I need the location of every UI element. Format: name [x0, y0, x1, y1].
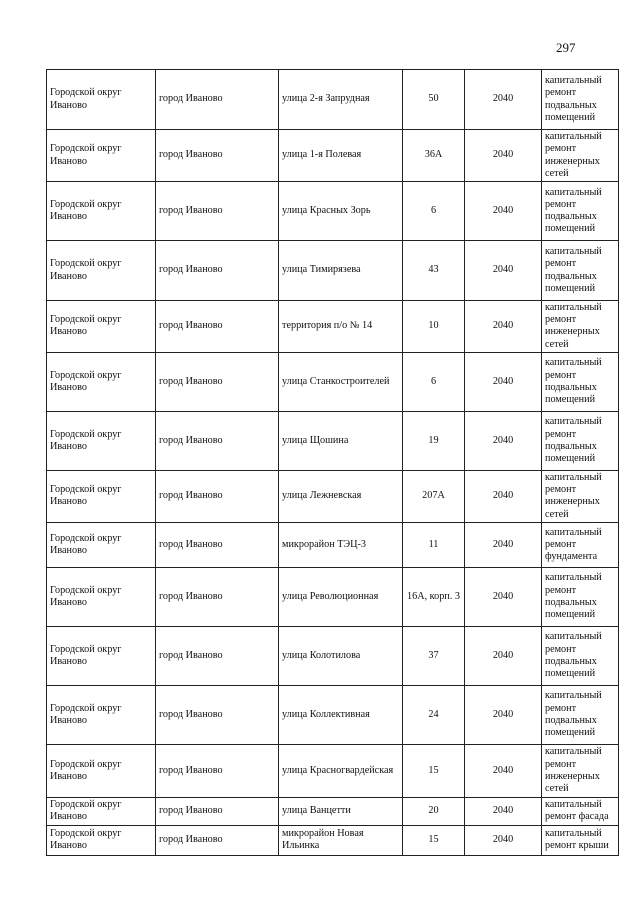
house-cell: 16А, корп. 3 — [403, 567, 465, 626]
street-cell: улица 2-я Запрудная — [279, 70, 403, 130]
year-cell: 2040 — [465, 744, 542, 797]
table-row — [47, 522, 619, 567]
year-cell: 2040 — [465, 825, 542, 855]
table-row — [47, 70, 619, 130]
house-cell: 20 — [403, 797, 465, 825]
street-cell: улица Красных Зорь — [279, 182, 403, 241]
house-cell: 6 — [403, 352, 465, 411]
district-cell: Городской округ Иваново — [47, 70, 156, 130]
district-cell: Городской округ Иваново — [47, 182, 156, 241]
year-cell: 2040 — [465, 411, 542, 470]
district-cell: Городской округ Иваново — [47, 825, 156, 855]
house-cell: 19 — [403, 411, 465, 470]
house-cell: 15 — [403, 825, 465, 855]
year-cell: 2040 — [465, 685, 542, 744]
city-cell: город Иваново — [156, 685, 279, 744]
district-cell: Городской округ Иваново — [47, 130, 156, 182]
table-row — [47, 797, 619, 825]
year-cell: 2040 — [465, 130, 542, 182]
year-cell: 2040 — [465, 182, 542, 241]
city-cell: город Иваново — [156, 470, 279, 522]
work-type-cell: капитальный ремонт подвальных помещений — [542, 241, 619, 301]
table-row — [47, 130, 619, 182]
work-type-cell: капитальный ремонт подвальных помещений — [542, 685, 619, 744]
table-row — [47, 744, 619, 797]
city-cell: город Иваново — [156, 567, 279, 626]
street-cell: улица Коллективная — [279, 685, 403, 744]
city-cell: город Иваново — [156, 825, 279, 855]
city-cell: город Иваново — [156, 301, 279, 353]
district-cell: Городской округ Иваново — [47, 470, 156, 522]
house-cell: 10 — [403, 301, 465, 353]
city-cell: город Иваново — [156, 130, 279, 182]
street-cell: улица Станкостроителей — [279, 352, 403, 411]
year-cell: 2040 — [465, 567, 542, 626]
street-cell: улица Революционная — [279, 567, 403, 626]
table-row — [47, 470, 619, 522]
work-type-cell: капитальный ремонт подвальных помещений — [542, 411, 619, 470]
district-cell: Городской округ Иваново — [47, 301, 156, 353]
district-cell: Городской округ Иваново — [47, 797, 156, 825]
street-cell: улица Ванцетти — [279, 797, 403, 825]
house-cell: 43 — [403, 241, 465, 301]
table-row — [47, 825, 619, 855]
work-type-cell: капитальный ремонт инженерных сетей — [542, 470, 619, 522]
year-cell: 2040 — [465, 301, 542, 353]
table-row — [47, 567, 619, 626]
work-type-cell: капитальный ремонт инженерных сетей — [542, 301, 619, 353]
year-cell: 2040 — [465, 70, 542, 130]
page-number: 297 — [556, 40, 576, 55]
district-cell: Городской округ Иваново — [47, 352, 156, 411]
city-cell: город Иваново — [156, 744, 279, 797]
year-cell: 2040 — [465, 626, 542, 685]
table-row — [47, 301, 619, 353]
house-cell: 24 — [403, 685, 465, 744]
year-cell: 2040 — [465, 352, 542, 411]
work-type-cell: капитальный ремонт подвальных помещений — [542, 626, 619, 685]
city-cell: город Иваново — [156, 626, 279, 685]
table-row — [47, 182, 619, 241]
house-cell: 6 — [403, 182, 465, 241]
year-cell: 2040 — [465, 470, 542, 522]
street-cell: улица Щошина — [279, 411, 403, 470]
work-type-cell: капитальный ремонт подвальных помещений — [542, 567, 619, 626]
work-type-cell: капитальный ремонт инженерных сетей — [542, 130, 619, 182]
house-cell: 36А — [403, 130, 465, 182]
district-cell: Городской округ Иваново — [47, 685, 156, 744]
year-cell: 2040 — [465, 797, 542, 825]
year-cell: 2040 — [465, 522, 542, 567]
street-cell: улица Тимирязева — [279, 241, 403, 301]
street-cell: территория п/о № 14 — [279, 301, 403, 353]
city-cell: город Иваново — [156, 522, 279, 567]
district-cell: Городской округ Иваново — [47, 626, 156, 685]
city-cell: город Иваново — [156, 797, 279, 825]
street-cell: микрорайон Новая Ильинка — [279, 825, 403, 855]
city-cell: город Иваново — [156, 411, 279, 470]
repair-registry-table — [46, 69, 619, 856]
street-cell: улица Лежневская — [279, 470, 403, 522]
district-cell: Городской округ Иваново — [47, 411, 156, 470]
work-type-cell: капитальный ремонт крыши — [542, 825, 619, 855]
street-cell: улица Колотилова — [279, 626, 403, 685]
district-cell: Городской округ Иваново — [47, 241, 156, 301]
work-type-cell: капитальный ремонт инженерных сетей — [542, 744, 619, 797]
house-cell: 37 — [403, 626, 465, 685]
district-cell: Городской округ Иваново — [47, 522, 156, 567]
table-row — [47, 241, 619, 301]
city-cell: город Иваново — [156, 352, 279, 411]
table-row — [47, 685, 619, 744]
city-cell: город Иваново — [156, 241, 279, 301]
street-cell: улица Красногвардейская — [279, 744, 403, 797]
house-cell: 207А — [403, 470, 465, 522]
street-cell: улица 1-я Полевая — [279, 130, 403, 182]
table-row — [47, 626, 619, 685]
city-cell: город Иваново — [156, 182, 279, 241]
table-row — [47, 352, 619, 411]
district-cell: Городской округ Иваново — [47, 567, 156, 626]
house-cell: 11 — [403, 522, 465, 567]
work-type-cell: капитальный ремонт подвальных помещений — [542, 352, 619, 411]
city-cell: город Иваново — [156, 70, 279, 130]
year-cell: 2040 — [465, 241, 542, 301]
house-cell: 50 — [403, 70, 465, 130]
table-row — [47, 411, 619, 470]
work-type-cell: капитальный ремонт фасада — [542, 797, 619, 825]
district-cell: Городской округ Иваново — [47, 744, 156, 797]
street-cell: микрорайон ТЭЦ-3 — [279, 522, 403, 567]
work-type-cell: капитальный ремонт подвальных помещений — [542, 70, 619, 130]
work-type-cell: капитальный ремонт фундамента — [542, 522, 619, 567]
house-cell: 15 — [403, 744, 465, 797]
work-type-cell: капитальный ремонт подвальных помещений — [542, 182, 619, 241]
